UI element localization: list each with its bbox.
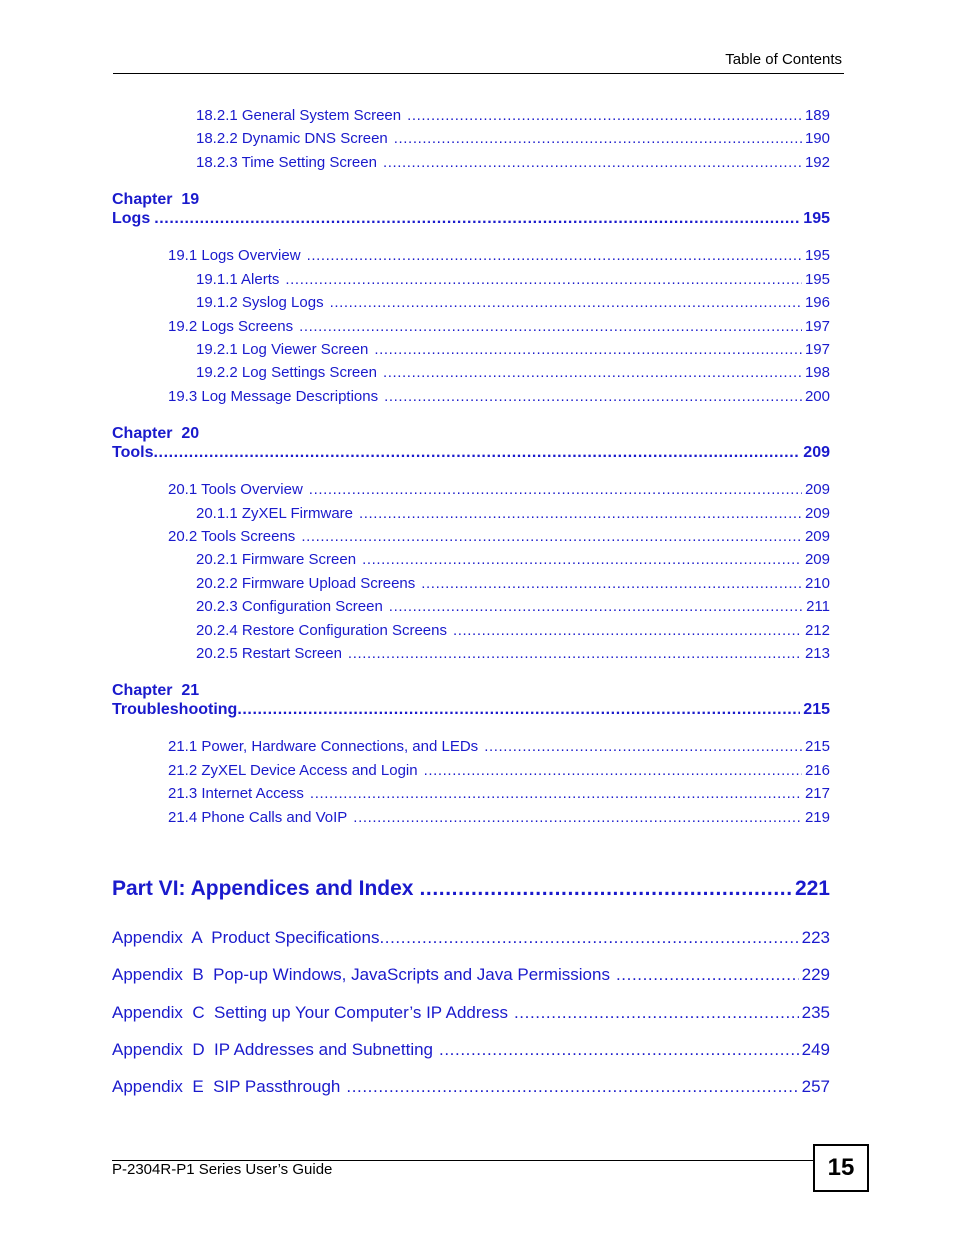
toc-entry-20-1[interactable]: 20.1 Tools Overview ..... 209 xyxy=(168,481,830,501)
toc-entry-21-2[interactable]: 21.2 ZyXEL Device Access and Login ..... 216 xyxy=(168,762,830,782)
chapter-label: Chapter 19 xyxy=(112,191,200,208)
appendix-entry-e[interactable]: Appendix E SIP Passthrough ..... 257 xyxy=(112,1077,830,1099)
toc-entry-20-2-5[interactable]: 20.2.5 Restart Screen ..... 213 xyxy=(196,645,830,665)
toc-entry-19-1[interactable]: 19.1 Logs Overview ..... 195 xyxy=(168,247,830,267)
chapter-title-entry[interactable]: Tools ..... 209 xyxy=(112,444,830,466)
appendix-entry-c[interactable]: Appendix C Setting up Your Computer’s IP Address ..... 235 xyxy=(112,1003,830,1025)
toc-entry-19-2-2[interactable]: 19.2.2 Log Settings Screen ..... 198 xyxy=(196,364,830,384)
toc-entry-20-2-2[interactable]: 20.2.2 Firmware Upload Screens ..... 210 xyxy=(196,575,830,595)
toc-entry-21-1[interactable]: 21.1 Power, Hardware Connections, and LEDs ..... 215 xyxy=(168,738,830,758)
page-number: 15 xyxy=(813,1144,869,1192)
toc-entry-20-2[interactable]: 20.2 Tools Screens ..... 209 xyxy=(168,528,830,548)
appendix-entry-b[interactable]: Appendix B Pop-up Windows, JavaScripts and Java Permissions ..... 229 xyxy=(112,965,830,987)
appendix-entry-a[interactable]: Appendix A Product Specifications ..... 223 xyxy=(112,928,830,950)
chapter-title-entry[interactable]: Troubleshooting ..... 215 xyxy=(112,701,830,723)
chapter-label: Chapter 21 xyxy=(112,682,200,699)
toc-entry-20-2-4[interactable]: 20.2.4 Restore Configuration Screens ..... 212 xyxy=(196,622,830,642)
part-title-entry[interactable]: Part VI: Appendices and Index ..... 221 xyxy=(112,877,830,905)
toc-entry-19-3[interactable]: 19.3 Log Message Descriptions ..... 200 xyxy=(168,388,830,408)
toc-entry-19-1-1[interactable]: 19.1.1 Alerts ..... 195 xyxy=(196,271,830,291)
toc-entry-19-2-1[interactable]: 19.2.1 Log Viewer Screen ..... 197 xyxy=(196,341,830,361)
toc-entry-19-2[interactable]: 19.2 Logs Screens ..... 197 xyxy=(168,318,830,338)
toc-entry-20-1-1[interactable]: 20.1.1 ZyXEL Firmware ..... 209 xyxy=(196,505,830,525)
toc-entry-18-2-1[interactable]: 18.2.1 General System Screen ..... 189 xyxy=(196,107,830,127)
toc-entry-18-2-2[interactable]: 18.2.2 Dynamic DNS Screen ..... 190 xyxy=(196,130,830,150)
toc-entry-21-3[interactable]: 21.3 Internet Access ..... 217 xyxy=(168,785,830,805)
toc-entry-21-4[interactable]: 21.4 Phone Calls and VoIP ..... 219 xyxy=(168,809,830,829)
chapter-label: Chapter 20 xyxy=(112,425,200,442)
toc-entry-20-2-1[interactable]: 20.2.1 Firmware Screen ..... 209 xyxy=(196,551,830,571)
header-divider xyxy=(113,73,844,74)
toc-entry-20-2-3[interactable]: 20.2.3 Configuration Screen ..... 211 xyxy=(196,598,830,618)
guide-title: P-2304R-P1 Series User’s Guide xyxy=(112,1161,333,1178)
running-header: Table of Contents xyxy=(725,51,842,68)
chapter-title-entry[interactable]: Logs ..... 195 xyxy=(112,210,830,232)
toc-entry-18-2-3[interactable]: 18.2.3 Time Setting Screen ..... 192 xyxy=(196,154,830,174)
toc-entry-19-1-2[interactable]: 19.1.2 Syslog Logs ..... 196 xyxy=(196,294,830,314)
appendix-entry-d[interactable]: Appendix D IP Addresses and Subnetting ..... 249 xyxy=(112,1040,830,1062)
